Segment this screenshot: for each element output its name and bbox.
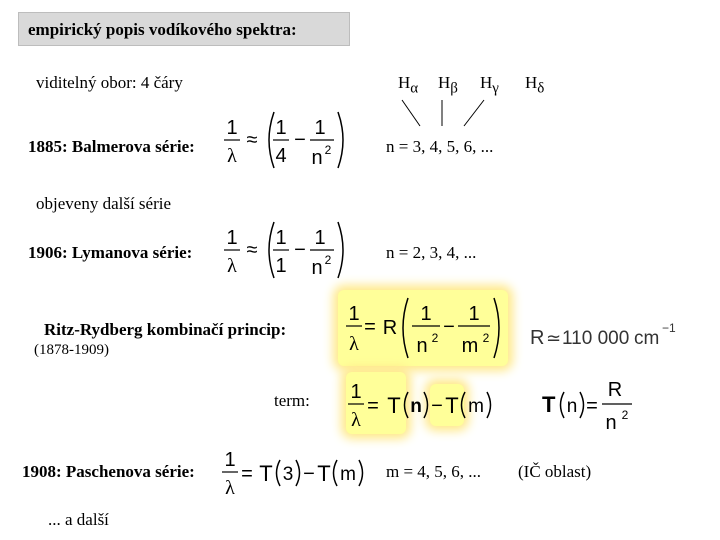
svg-text:1: 1 bbox=[226, 227, 238, 249]
svg-text:110 000: 110 000 bbox=[562, 328, 630, 349]
svg-text:R: R bbox=[382, 317, 398, 339]
svg-text:2: 2 bbox=[324, 143, 332, 157]
svg-text:T: T bbox=[445, 393, 459, 418]
svg-text:n: n bbox=[416, 335, 428, 357]
balmer-formula bbox=[222, 106, 346, 172]
svg-text:−: − bbox=[443, 316, 455, 338]
paschen-formula bbox=[220, 440, 366, 506]
svg-text:λ: λ bbox=[351, 409, 361, 431]
svg-text:m: m bbox=[340, 464, 356, 485]
svg-text:1: 1 bbox=[275, 227, 287, 249]
paschen-region: (IČ oblast) bbox=[518, 462, 592, 481]
svg-text:=: = bbox=[367, 395, 379, 417]
svg-text:n: n bbox=[311, 257, 323, 279]
svg-text:λ: λ bbox=[349, 333, 359, 355]
term-label: term: bbox=[274, 391, 310, 410]
svg-text:2: 2 bbox=[621, 408, 629, 422]
svg-text:−: − bbox=[294, 239, 306, 261]
svg-text:1: 1 bbox=[275, 255, 287, 277]
term-formula bbox=[346, 372, 496, 438]
svg-text:1: 1 bbox=[420, 303, 432, 325]
svg-text:cm: cm bbox=[634, 328, 660, 349]
svg-text:T: T bbox=[387, 393, 401, 418]
svg-text:R: R bbox=[530, 327, 545, 349]
term-definition bbox=[540, 376, 640, 436]
more-series-label: ... a další bbox=[48, 510, 109, 529]
svg-text:λ: λ bbox=[227, 145, 237, 167]
paschen-label: 1908: Paschenova série: bbox=[22, 462, 195, 481]
svg-text:1: 1 bbox=[348, 303, 360, 325]
svg-text:1: 1 bbox=[468, 303, 480, 325]
ritz-label: Ritz-Rydberg kombinačí princip: bbox=[44, 320, 287, 339]
slide-title: empirický popis vodíkového spektra: bbox=[28, 20, 297, 39]
svg-text:2: 2 bbox=[431, 331, 439, 345]
svg-text:2: 2 bbox=[482, 331, 490, 345]
svg-text:−1: −1 bbox=[662, 321, 676, 335]
svg-text:λ: λ bbox=[227, 255, 237, 277]
svg-text:1: 1 bbox=[226, 117, 238, 139]
balmer-n-values: n = 3, 4, 5, 6, ... bbox=[386, 137, 494, 156]
svg-text:m: m bbox=[468, 396, 484, 417]
other-series-label: objeveny další série bbox=[36, 194, 172, 213]
svg-text:1: 1 bbox=[314, 227, 326, 249]
lyman-n-values: n = 2, 3, 4, ... bbox=[386, 243, 477, 262]
spectral-line-connectors bbox=[380, 96, 500, 132]
svg-text:−: − bbox=[303, 463, 315, 485]
lyman-formula bbox=[222, 216, 346, 282]
ritz-formula bbox=[340, 292, 506, 364]
svg-text:1: 1 bbox=[350, 381, 362, 403]
visible-range-label: viditelný obor: 4 čáry bbox=[36, 73, 183, 92]
paschen-m-values: m = 4, 5, 6, ... bbox=[386, 462, 482, 481]
svg-text:=: = bbox=[364, 316, 376, 338]
svg-text:T: T bbox=[317, 461, 331, 486]
line-h-gamma: $H_\gamma$ bbox=[480, 73, 499, 97]
svg-text:3: 3 bbox=[282, 464, 294, 485]
svg-text:n: n bbox=[566, 396, 578, 417]
svg-text:−: − bbox=[431, 395, 443, 417]
svg-text:n: n bbox=[605, 412, 617, 434]
svg-text:n: n bbox=[410, 396, 422, 417]
svg-text:T: T bbox=[542, 392, 556, 417]
rydberg-constant bbox=[526, 318, 686, 352]
lyman-label: 1906: Lymanova série: bbox=[28, 243, 193, 262]
svg-text:2: 2 bbox=[324, 253, 332, 267]
svg-text:1: 1 bbox=[224, 449, 236, 471]
svg-text:1: 1 bbox=[275, 117, 287, 139]
svg-text:≃: ≃ bbox=[546, 328, 562, 348]
svg-text:m: m bbox=[461, 335, 479, 357]
svg-text:λ: λ bbox=[225, 477, 235, 499]
svg-text:1: 1 bbox=[314, 117, 326, 139]
line-h-delta: $H_\delta$ bbox=[525, 73, 545, 97]
ritz-years: (1878-1909) bbox=[34, 342, 109, 358]
line-h-beta: $H_\beta$ bbox=[438, 73, 458, 97]
svg-text:≈: ≈ bbox=[246, 129, 258, 151]
balmer-label: 1885: Balmerova série: bbox=[28, 137, 195, 156]
svg-text:=: = bbox=[586, 395, 598, 417]
svg-text:≈: ≈ bbox=[246, 239, 258, 261]
svg-text:T: T bbox=[259, 461, 273, 486]
svg-text:n: n bbox=[311, 147, 323, 169]
svg-text:−: − bbox=[294, 129, 306, 151]
svg-text:=: = bbox=[241, 463, 253, 485]
svg-text:R: R bbox=[607, 379, 623, 401]
line-h-alpha: $H_\alpha$ bbox=[398, 73, 419, 97]
svg-text:4: 4 bbox=[275, 145, 287, 167]
